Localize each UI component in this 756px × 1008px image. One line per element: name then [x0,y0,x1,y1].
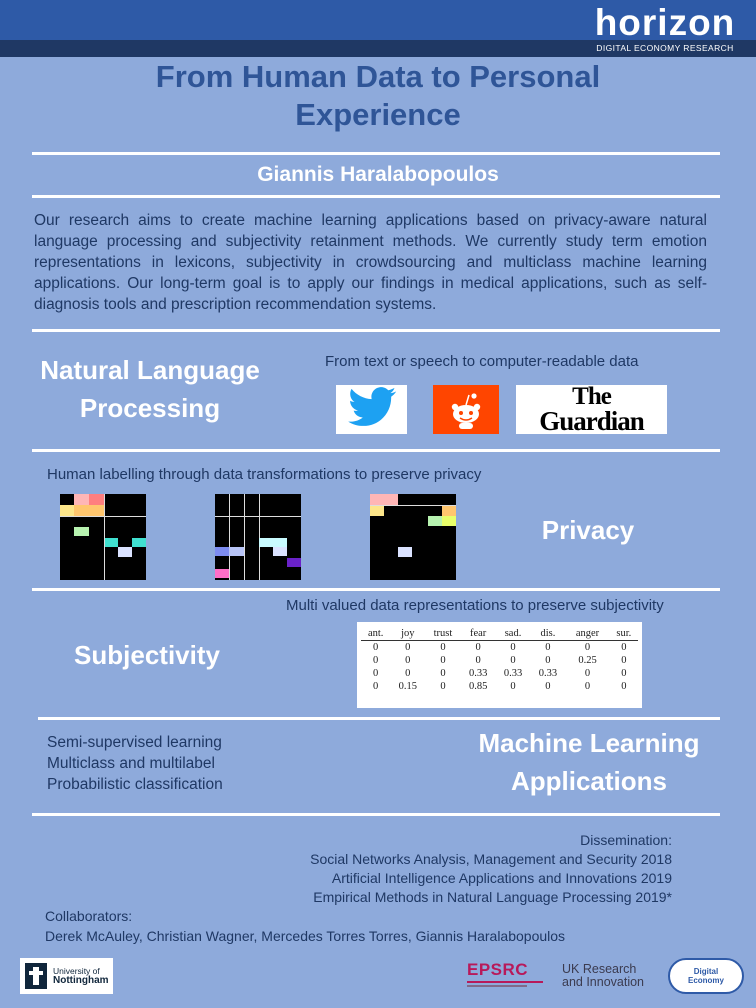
table-cell: 0 [373,681,379,692]
table-row [361,654,638,667]
divider [32,813,720,816]
table-header: sur. [610,627,638,641]
grid-cell [428,516,442,526]
grid-cell [442,516,456,526]
grid-line [370,505,456,506]
table-cell: 0 [584,668,591,679]
table-cell: 0 [584,681,591,692]
grid-cell [370,505,384,516]
list-item: Probabilistic classification [47,776,223,793]
subjectivity-heading: Subjectivity [74,640,220,670]
twitter-icon [336,385,407,434]
grid-cell [229,547,244,556]
grid-cell [74,494,89,505]
table-cell: 0 [405,668,411,679]
table-cell: 0 [405,642,411,653]
author-name: Giannis Haralabopoulos [257,163,499,186]
dissemination [310,831,672,907]
grid-cell [370,494,398,505]
privacy-grid-2 [215,494,301,580]
table-cell: 0.33 [468,668,488,679]
privacy-heading: Privacy [541,515,635,545]
grid-cell [104,538,118,547]
grid-line [229,494,230,580]
table-header: sad. [496,627,531,641]
table-cell: 0 [373,668,379,679]
table-cell: 0 [545,642,551,653]
grid-line [104,494,105,580]
reddit-logo [433,385,499,434]
table-cell: 0 [373,655,379,666]
nlp-heading [24,351,276,427]
digital-economy-logo [668,958,744,994]
table-cell: 0.33 [503,668,523,679]
emotion-table [361,627,638,693]
list-item: Artificial Intelligence Applications and Innovations 2019 [331,870,672,886]
poster-title-line2: Experience [295,97,461,132]
table-cell: 0 [440,681,446,692]
nlp-heading-line2: Processing [79,393,221,423]
table-cell: 0 [545,655,551,666]
table-row [361,667,638,680]
reddit-icon [433,385,499,434]
grid-cell [215,569,229,578]
list-item: Empirical Methods in Natural Language Processing 2019* [313,889,672,905]
table-row [361,680,638,693]
table-header: anger [565,627,609,641]
grid-cell [398,547,412,557]
table-cell: 0 [405,655,411,666]
privacy-caption: Human labelling through data transformations to preserve privacy [47,466,482,483]
table-cell: 0 [440,668,446,679]
collaborators-names: Derek McAuley, Christian Wagner, Mercedes Torres Torres, Giannis Haralabopoulos [45,928,566,944]
grid-line [244,494,245,580]
ml-heading-line1: Machine Learning [478,728,700,758]
ml-list [47,732,223,795]
table-header-row [361,627,638,641]
grid-cell [74,527,89,536]
privacy-grid-1 [60,494,146,580]
nottingham-line1: University of [53,966,100,976]
guardian-logo [516,385,667,434]
list-item: Multiclass and multilabel [47,755,215,772]
grid-line [60,516,146,517]
nottingham-text [53,967,109,985]
table-header: ant. [361,627,390,641]
table-cell: 0 [621,681,627,692]
grid-cell [442,505,456,516]
table-cell: 0 [510,681,516,692]
nottingham-logo [20,958,113,994]
ml-heading [460,724,718,800]
epsrc-underline [467,981,543,983]
epsrc-text: EPSRC [467,960,529,979]
ukri-line2: and Innovation [562,975,645,989]
table-cell: 0 [475,642,481,653]
collaborators [45,906,565,946]
dissemination-label: Dissemination: [580,832,672,848]
twitter-logo [336,385,407,434]
guardian-logo-line2: Guardian [539,406,644,436]
grid-cell [287,558,301,567]
grid-cell [215,547,229,556]
table-row [361,641,638,655]
divider [32,329,720,332]
list-item: Social Networks Analysis, Management and Security 2018 [310,851,672,867]
table-cell: 0.25 [578,655,597,666]
table-cell: 0.33 [538,668,558,679]
table-cell: 0 [545,681,551,692]
table-cell: 0 [621,668,627,679]
ukri-logo [562,963,644,989]
table-cell: 0 [584,642,591,653]
table-cell: 0 [621,642,627,653]
nlp-heading-line1: Natural Language [40,355,260,385]
grid-cell [118,547,132,557]
table-cell: 0 [510,642,516,653]
grid-cell [60,505,74,516]
ml-heading-line2: Applications [510,766,667,796]
poster-title-line1: From Human Data to Personal [155,59,601,94]
divider [38,717,720,720]
digital-economy-line1: Digital [693,967,719,976]
subjectivity-table [357,622,642,708]
nottingham-line2: Nottingham [53,975,109,986]
grid-line [215,516,301,517]
table-cell: 0 [510,655,516,666]
horizon-logo-subtitle: DIGITAL ECONOMY RESEARCH [596,43,734,53]
table-cell: 0 [475,655,481,666]
collaborators-label: Collaborators: [45,908,133,924]
divider [32,449,720,452]
grid-cell [259,538,287,547]
divider [32,152,720,155]
nottingham-crest-icon [23,961,49,991]
table-cell: 0.85 [468,681,488,692]
abstract-text: Our research aims to create machine learning applications based on privacy-aware natural language processing and subjectivity retainment methods. We currently study term emotion representations in lexicons, subjectivity in crowdsourcing and multiclass machine learning applications. Our long-term goal is to apply our findings in medical applications, such as self-diagnosis tools and prescription recommendation systems. [34,212,707,313]
grid-cell [132,538,146,547]
ukri-line1: UK Research [562,962,637,976]
table-header: fear [461,627,496,641]
table-cell: 0 [621,655,627,666]
grid-cell [74,505,104,516]
horizon-logo [588,3,742,53]
table-header: joy [390,627,425,641]
list-item: Semi-supervised learning [47,734,222,751]
horizon-logo-text: horizon [594,2,736,43]
guardian-logo-line1: The [572,383,611,410]
table-header: trust [425,627,460,641]
divider [32,195,720,198]
table-cell: 0 [373,642,379,653]
table-cell: 0 [440,642,446,653]
digital-economy-line2: Economy [687,976,724,985]
table-header: dis. [530,627,565,641]
epsrc-logo [467,960,545,990]
grid-cell [89,494,104,505]
grid-line [259,494,260,580]
epsrc-underline [467,985,527,987]
poster-title [100,58,656,134]
grid-cell [273,547,287,556]
table-cell: 0.15 [398,681,417,692]
subjectivity-caption: Multi valued data representations to preserve subjectivity [286,597,664,614]
table-cell: 0 [440,655,446,666]
privacy-grid-3 [370,494,456,580]
divider [32,588,720,591]
nlp-caption: From text or speech to computer-readable data [325,353,639,370]
